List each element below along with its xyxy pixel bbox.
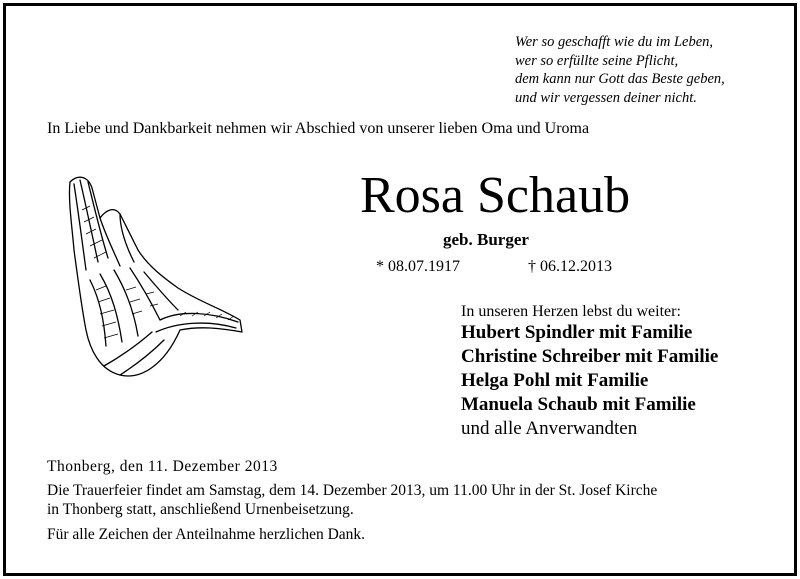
birth-date: * 08.07.1917	[376, 258, 460, 275]
family-entry: Hubert Spindler mit Familie	[461, 322, 693, 343]
place-date: Thonberg, den 11. Dezember 2013	[47, 458, 278, 475]
poem-line: dem kann nur Gott das Beste geben,	[515, 71, 725, 87]
poem-line: Wer so geschafft wie du im Leben,	[515, 34, 714, 50]
deceased-name: Rosa Schaub	[360, 167, 631, 224]
ceremony-line: Die Trauerfeier findet am Samstag, dem 14. Dezember 2013, um 11.00 Uhr in der St. Josef Kirche	[47, 482, 658, 499]
poem	[515, 33, 725, 107]
family-entry: Manuela Schaub mit Familie	[461, 394, 696, 415]
ceremony-info	[47, 482, 657, 519]
family-entry: Christine Schreiber mit Familie	[461, 346, 719, 367]
survivors-intro: In unseren Herzen lebst du weiter:	[461, 303, 681, 320]
survivors-list	[461, 321, 718, 441]
maiden-name: geb. Burger	[443, 230, 529, 249]
praying-hands-icon	[60, 170, 245, 385]
family-entry: Helga Pohl mit Familie	[461, 370, 649, 391]
poem-line: und wir vergessen deiner nicht.	[515, 89, 697, 106]
death-date: † 06.12.2013	[528, 258, 612, 275]
intro-text: In Liebe und Dankbarkeit nehmen wir Abschied von unserer lieben Oma und Uroma	[47, 120, 590, 137]
relatives-line: und alle Anverwandten	[461, 418, 638, 439]
poem-line: wer so erfüllte seine Pflicht,	[515, 52, 679, 69]
thanks-text: Für alle Zeichen der Anteilnahme herzlichen Dank.	[47, 526, 366, 543]
ceremony-line: in Thonberg statt, anschließend Urnenbeisetzung.	[47, 500, 354, 518]
